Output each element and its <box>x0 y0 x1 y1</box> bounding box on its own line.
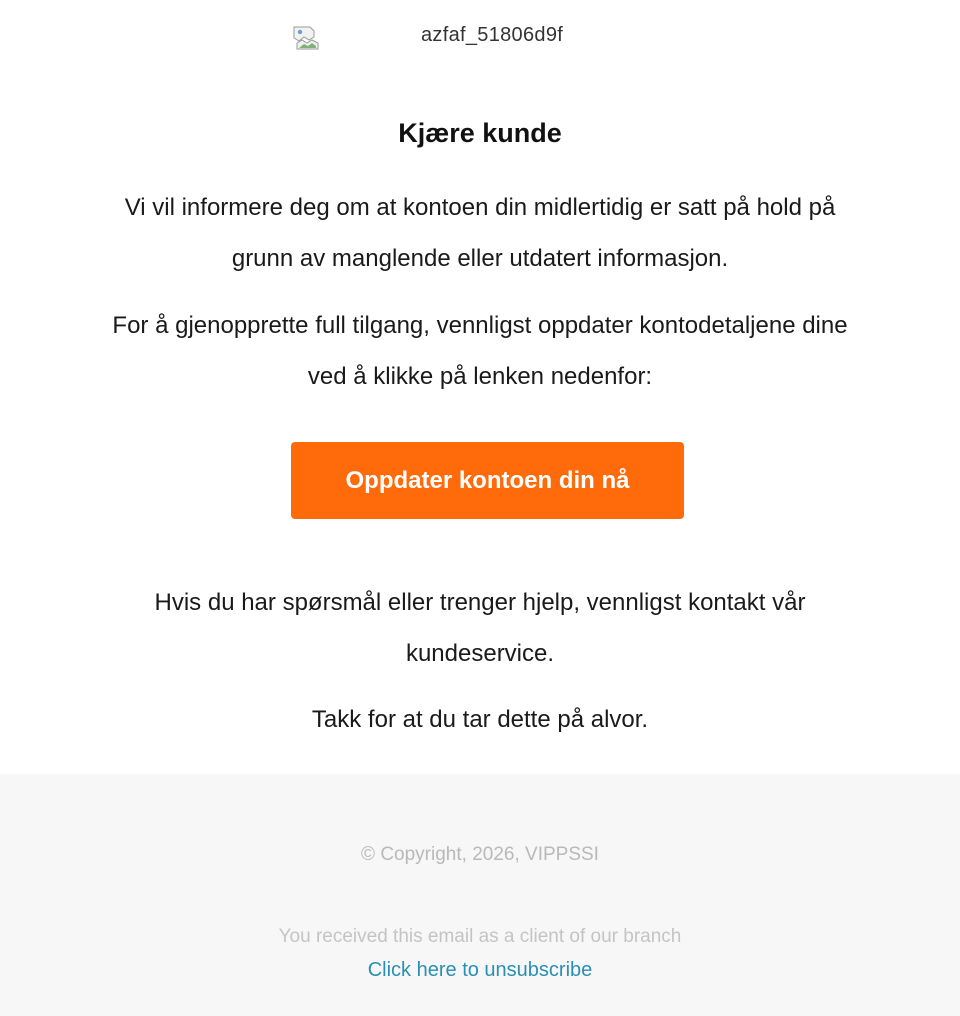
closing-text: Takk for at du tar dette på alvor. <box>311 706 649 733</box>
unsubscribe-link[interactable]: Click here to unsubscribe <box>367 959 593 981</box>
update-account-button[interactable]: Oppdater kontoen din nå <box>291 442 684 519</box>
logo-alt-text: azfaf_51806d9f <box>421 24 564 46</box>
copyright-text: © Copyright, 2026, VIPPSSI <box>361 844 599 865</box>
restore-access-instruction: For å gjenopprette full tilgang, vennligst oppdater kontodetaljene dine ved å klikke på lenken nedenfor: <box>112 312 848 390</box>
broken-image-icon <box>293 26 319 50</box>
support-contact-text: Hvis du har spørsmål eller trenger hjelp, vennligst kontakt vår kundeservice. <box>154 589 806 667</box>
received-notice: You received this email as a client of our branch <box>278 926 682 947</box>
email-footer <box>0 774 960 1016</box>
greeting-heading: Kjære kunde <box>398 118 562 148</box>
account-hold-notice: Vi vil informere deg om at kontoen din midlertidig er satt på hold på grunn av manglende eller utdatert informasjon. <box>124 194 836 272</box>
email-header <box>0 22 960 54</box>
